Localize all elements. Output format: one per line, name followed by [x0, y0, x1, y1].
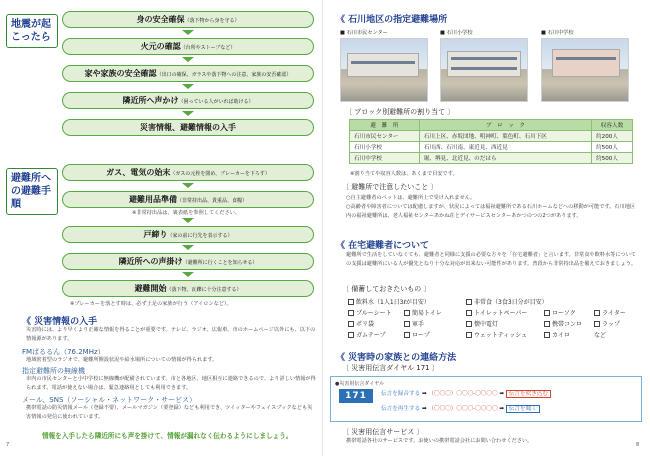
- fm-heading: FMぱるるん（76.2MHz）: [22, 348, 105, 356]
- page-number-right: 8: [636, 442, 640, 448]
- sns-heading: メール、SNS（ソーシャル・ネットワーク・サービス）: [22, 396, 197, 404]
- page-number-left: 7: [6, 442, 10, 448]
- supply-item: など: [594, 332, 607, 339]
- checkbox-icon: [348, 321, 354, 327]
- arrow-icon: [182, 111, 194, 116]
- table-cell: 堀、堺見、北近見、のだはら: [419, 153, 591, 164]
- table-cell: 約500人: [592, 142, 633, 153]
- arrow-icon: [182, 84, 194, 89]
- supplies-heading: 〔 備蓄しておきたいもの 〕: [342, 285, 431, 293]
- checkbox-icon: [466, 332, 472, 338]
- supply-item[interactable]: ライター: [594, 308, 626, 317]
- table-cell: 石川市民センター: [350, 131, 420, 142]
- table-row: [350, 131, 633, 142]
- table-cell: 約500人: [592, 153, 633, 164]
- table-cell: 石川西、石川南、東近見、西近見: [419, 142, 591, 153]
- checkbox-icon: [348, 332, 354, 338]
- shelter-table: [349, 119, 633, 164]
- supply-item[interactable]: 軍手: [404, 319, 424, 328]
- photo-title-junior: ■ 石川中学校: [541, 30, 574, 36]
- table-cell: 石川上区、赤坂団地、明神町、葉色町、石川下区: [419, 131, 591, 142]
- table-row: [350, 153, 633, 164]
- dial-label: ●災害用伝言ダイヤル: [335, 381, 385, 387]
- supply-item[interactable]: 懐中電灯: [466, 319, 498, 328]
- table-cell: 石川小学校: [350, 142, 420, 153]
- step-notify: 隣近所への声掛け（避難所に行くことを知らせる）: [62, 253, 314, 270]
- checkbox-icon: [594, 321, 600, 327]
- column-header: 収容人数: [592, 120, 633, 131]
- checkbox-icon: [544, 321, 550, 327]
- dial-play-row: 伝言を再生する ➡ （〇〇〇）〇〇〇-〇〇〇〇 ➡ 伝言を聞く: [381, 404, 540, 412]
- column-header: ブ ロ ッ ク: [419, 120, 591, 131]
- supplies-checklist: [348, 297, 638, 347]
- fm-body: 地域密着型のラジオで、避難所開設状況や給水場所についての情報が得られます。: [26, 357, 218, 363]
- column-header: 避 難 所: [350, 120, 420, 131]
- board-title: 〔 災害用伝言サービス 〕: [342, 428, 424, 436]
- supply-item[interactable]: 非常食（3食3日分が目安）: [466, 297, 548, 306]
- supply-item[interactable]: ローソク: [544, 308, 576, 317]
- block-heading: 〔 ブロック別避難所の割り当て 〕: [345, 108, 455, 116]
- arrow-icon: [182, 57, 194, 62]
- photo-elementary-school: [440, 38, 528, 102]
- shelter-heading: 《 石川地区の指定避難場所: [336, 15, 448, 25]
- photo-junior-high-school: [541, 38, 629, 102]
- supply-item[interactable]: ブルーシート: [348, 308, 392, 317]
- arrow-icon: [182, 272, 194, 277]
- dial-171-badge: 171: [339, 389, 373, 403]
- step-get-info: 災害情報、避難情報の入手: [62, 119, 314, 136]
- evacuation-tag: 避難所への避難手順: [6, 168, 58, 215]
- checkbox-icon: [466, 310, 472, 316]
- supply-item[interactable]: ロープ: [404, 330, 430, 339]
- caution-heading: 〔 避難所で注意したいこと 〕: [342, 183, 438, 191]
- supply-item[interactable]: ポリ袋: [348, 319, 374, 328]
- page-spine: [322, 0, 323, 456]
- supply-item[interactable]: 飲料水（1人1日3ℓが目安）: [348, 297, 430, 306]
- step-safety: 身の安全確保（落下物から身を守る）: [62, 11, 314, 28]
- arrow-icon: [182, 218, 194, 223]
- supply-item[interactable]: カイロ: [544, 330, 570, 339]
- table-cell: 石川中学校: [350, 153, 420, 164]
- photo-title-center: ■ 石川市民センター: [340, 30, 388, 36]
- table-cell: 約200人: [592, 131, 633, 142]
- dial-title: 〔 災害用伝言ダイヤル 171 〕: [342, 364, 439, 372]
- radio-heading: 指定避難所の無線機: [22, 367, 85, 375]
- checkbox-icon: [348, 299, 354, 305]
- contact-heading: 《 災害時の家族との連絡方法: [336, 353, 457, 363]
- home-heading: 《 在宅避難者について: [336, 241, 429, 251]
- supply-item[interactable]: 簡易トイレ: [404, 308, 442, 317]
- breaker-note: ※ブレーカーを落とす時は、必ず土足の家族が行う（アイロンなど）。: [70, 301, 232, 307]
- valuables-note: ※非常持出品は、裏表紙を参照してください。: [132, 210, 241, 216]
- checkbox-icon: [404, 332, 410, 338]
- checkbox-icon: [404, 310, 410, 316]
- step-prepare: 避難用品準備（非常持出品、貴重品、食糧）: [62, 191, 314, 208]
- supply-item[interactable]: ガムテープ: [348, 330, 386, 339]
- earthquake-tag: 地震が起こったら: [6, 14, 58, 48]
- step-lock: 戸締り（家の前に行先を表示する）: [62, 226, 314, 243]
- caution-body-1: ○自主避難者のペットは、避難所上で受け入れません。: [346, 195, 476, 201]
- supply-item[interactable]: ウェットティッシュ: [466, 330, 527, 339]
- evacuation-flow: [62, 0, 314, 300]
- step-gas-electric: ガス、電気の始末（ガスの元栓を閉め、ブレーカーを下ろす）: [62, 164, 314, 181]
- checkbox-icon: [348, 310, 354, 316]
- table-header-row: [350, 120, 633, 131]
- home-body: 避難所で生活をしていなくても、避難者と同様に支援の必要な方々を「在宅避難者」と言います。非常食や飲料水等についての支援は避難所にいる人が優先となり十分な対応が出来ない可能性があります。普段から非常持出品を備えておきましょう。: [346, 252, 637, 267]
- checkbox-icon: [466, 299, 472, 305]
- table-note: ※割り当てや収容人数は、あくまで目安です。: [350, 171, 458, 177]
- sns-body: 携帯電話の防災情報メール（登録不要）、メールマガジン（要登録）なども利用でき、ツイッターやフェイスブックなども災害情報の発信に使われています。: [26, 405, 313, 420]
- info-heading: 《 災害情報の入手: [22, 317, 98, 327]
- closing-message: 情報を入手したら隣近所にも声を掛けて、情報が漏れなく伝わるようにしましょう。: [42, 432, 293, 440]
- dial-record-row: 伝言を録音する ➡ （〇〇〇）〇〇〇-〇〇〇〇 ➡ 伝言を吹き込む: [381, 389, 551, 397]
- caution-body-2: ○高齢者や障害者については配慮しますが、状況によっては福祉避難所である石川ホームなどへの移動が可能です。石川地区内の福祉避難所は、老人福祉センターあかね荘とデイサービスセンターあかつのつの2つがあります。: [346, 204, 636, 219]
- arrow-icon: [182, 183, 194, 188]
- supply-item[interactable]: ラップ: [594, 319, 620, 328]
- supply-item[interactable]: 携帯コンロ: [544, 319, 582, 328]
- arrow-icon: [182, 30, 194, 35]
- step-fire-check: 火元の確認（台所やストーブなど）: [62, 38, 314, 55]
- photo-title-elementary: ■ 石川小学校: [440, 30, 473, 36]
- info-body: 災害時には、より早くより正確な情報を得ることが重要です。テレビ、ラジオ、広報車、市のホームページ以外にも、以下の情報源があります。: [26, 327, 316, 342]
- checkbox-icon: [544, 310, 550, 316]
- board-body: 携帯電話各社のサービスです。お使いの携帯電話会社にお問い合わせください。: [346, 438, 533, 444]
- checkbox-icon: [544, 332, 550, 338]
- radio-body: 市内の市民センターと小中学校に無線機が配備されています。市と各地区、地区相互に連絡できるので、より詳しい情報が得られます。電話が使えない場合は、緊急連絡用としても利用できます。: [26, 376, 316, 391]
- checkbox-icon: [404, 321, 410, 327]
- step-neighbors: 隣近所へ声かけ（困っている人がいれば助ける）: [62, 92, 314, 109]
- photo-civic-center: [340, 38, 428, 102]
- checkbox-icon: [594, 310, 600, 316]
- step-evacuate: 避難開始（落下物、瓦礫に十分注意する）: [62, 280, 314, 297]
- step-home-check: 家や家族の安全確認（出口の確保、ガラスや落下物への注意、家族の安否確認）: [62, 65, 314, 82]
- checkbox-icon: [466, 321, 472, 327]
- supply-item[interactable]: トイレットペーパー: [466, 308, 527, 317]
- dial-171-panel: [330, 376, 642, 422]
- table-row: [350, 142, 633, 153]
- arrow-icon: [182, 245, 194, 250]
